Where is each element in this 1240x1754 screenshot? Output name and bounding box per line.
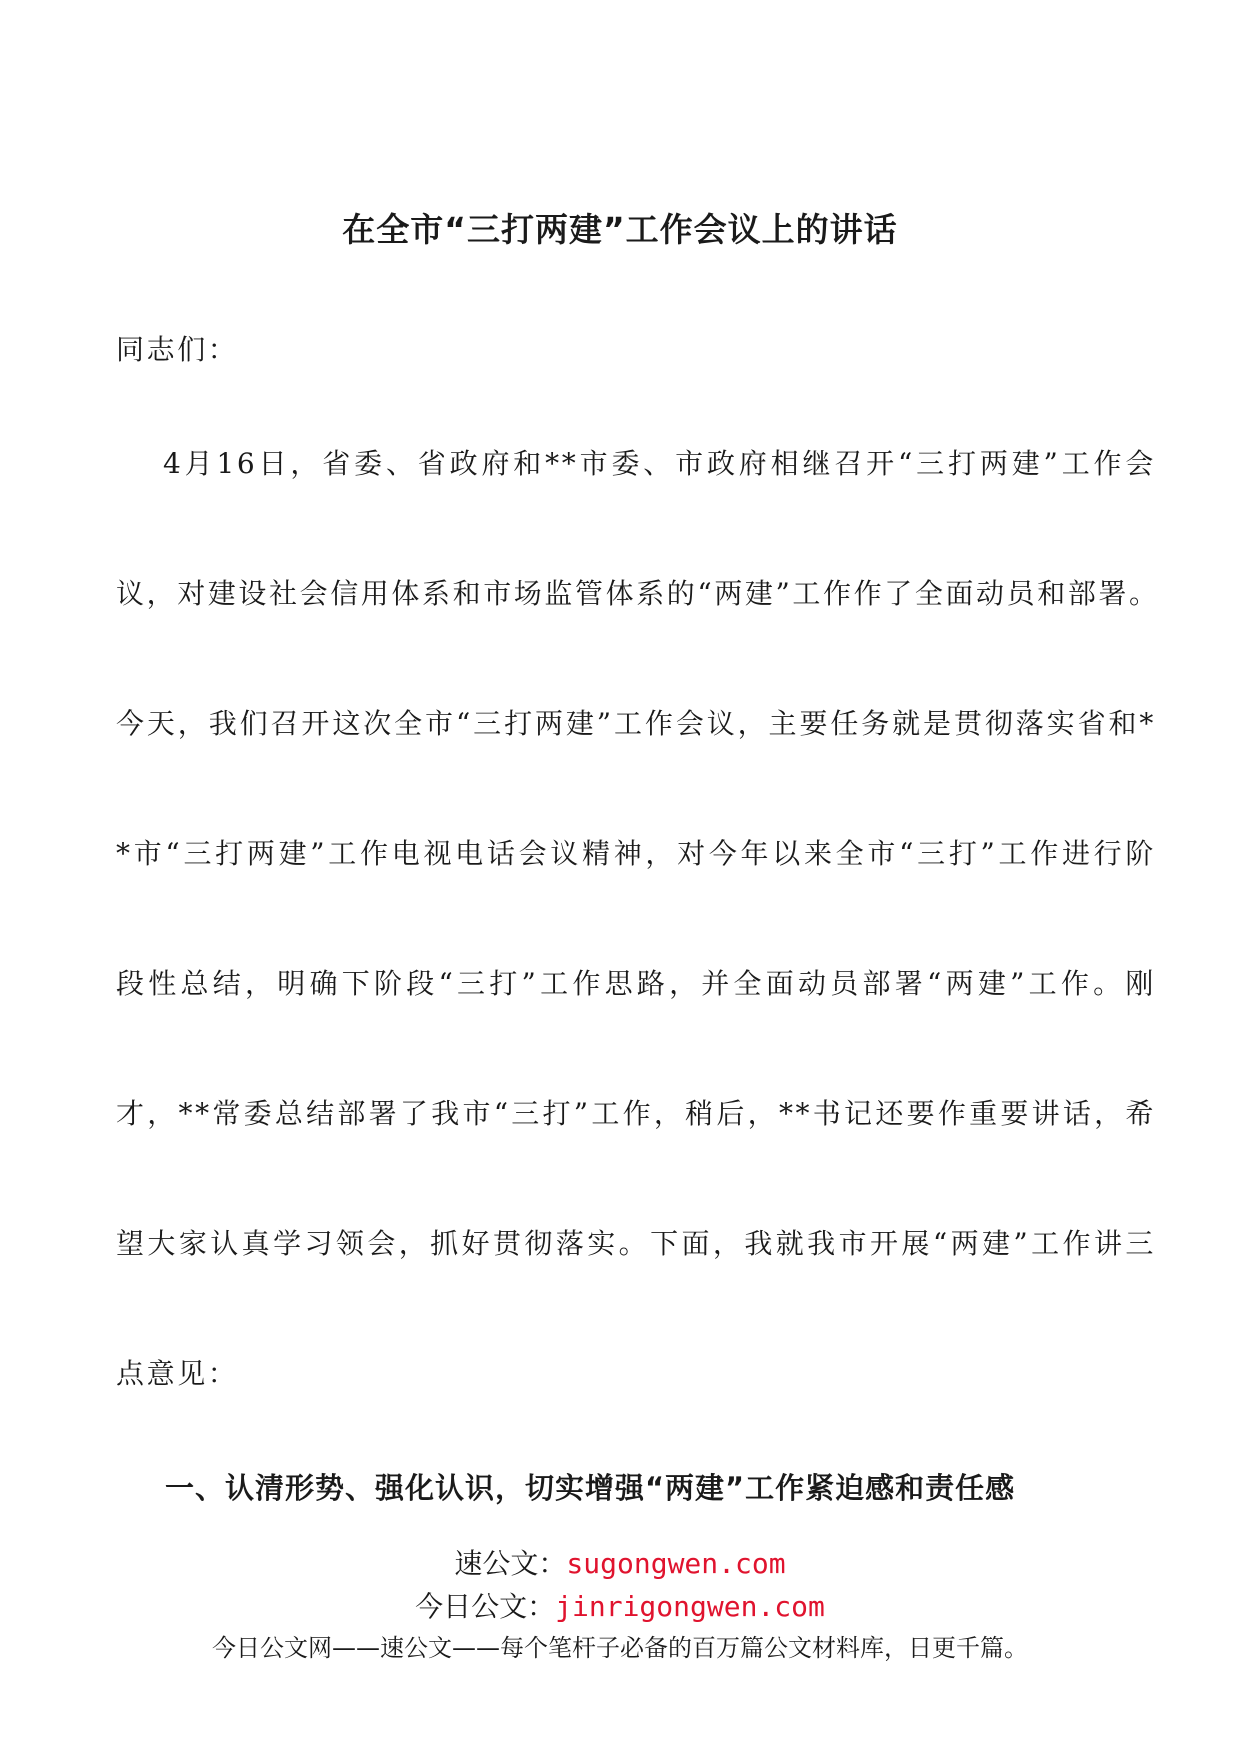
paragraph-line-2: 议，对建设社会信用体系和市场监管体系的“两建”工作作了全面动员和部署。: [116, 577, 1160, 610]
paragraph-line-1: 4月16日，省委、省政府和**市委、市政府相继召开“三打两建”工作会: [163, 447, 1156, 480]
paragraph-line-3: 今天，我们召开这次全市“三打两建”工作会议，主要任务就是贯彻落实省和*: [116, 707, 1156, 740]
footer-site-2: [0, 1589, 1240, 1625]
paragraph-line-7: 望大家认真学习领会，抓好贯彻落实。下面，我就我市开展“两建”工作讲三: [116, 1227, 1156, 1260]
paragraph-line-6: 才，**常委总结部署了我市“三打”工作，稍后，**书记还要作重要讲话，希: [116, 1097, 1156, 1130]
footer-site-1: [0, 1546, 1240, 1582]
paragraph-line-4: *市“三打两建”工作电视电话会议精神，对今年以来全市“三打”工作进行阶: [116, 837, 1156, 870]
paragraph-line-5: 段性总结，明确下阶段“三打”工作思路，并全面动员部署“两建”工作。刚: [116, 967, 1156, 1000]
footer-site-1-link[interactable]: sugongwen.com: [566, 1547, 786, 1580]
paragraph-line-8: 点意见：: [116, 1357, 239, 1390]
section-heading: 一、认清形势、强化认识，切实增强“两建”工作紧迫感和责任感: [165, 1471, 1016, 1505]
footer-site-2-label: 今日公文：: [415, 1590, 556, 1623]
footer-slogan: 今日公文网——速公文——每个笔杆子必备的百万篇公文材料库，日更千篇。: [212, 1634, 1028, 1662]
footer-site-1-label: 速公文：: [454, 1547, 567, 1580]
document-title: 在全市“三打两建”工作会议上的讲话: [342, 210, 898, 249]
salutation: 同志们：: [116, 333, 239, 366]
footer-site-2-link[interactable]: jinrigongwen.com: [555, 1590, 825, 1623]
